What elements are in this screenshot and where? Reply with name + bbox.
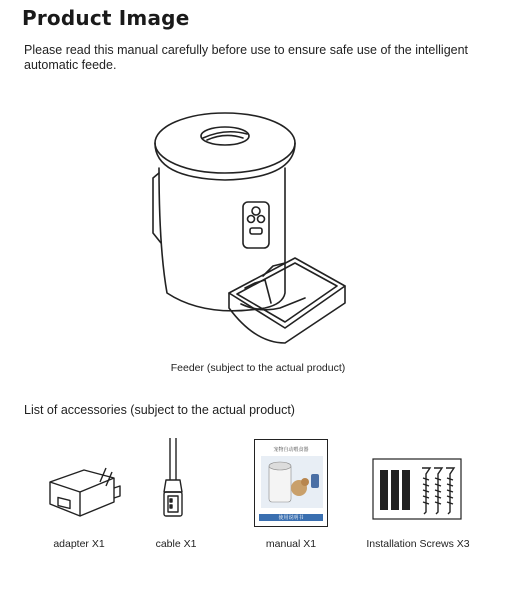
anchor-icon xyxy=(391,470,399,510)
manual-cover-title: 宠物自动喂食器 xyxy=(273,447,309,453)
intro-paragraph: Please read this manual carefully before use to ensure safe use of the intelligent automatic feede. xyxy=(24,43,469,72)
anchor-icon xyxy=(402,470,410,510)
page-title: Product Image xyxy=(22,6,190,30)
accessory-label-cable: cable X1 xyxy=(155,538,197,550)
manual-illustration xyxy=(254,439,328,527)
manual-cover-photo xyxy=(261,456,323,508)
screws-illustration xyxy=(372,458,462,520)
manual-cover-subtitle: 使用说明书 xyxy=(259,514,323,521)
accessory-label-adapter: adapter X1 xyxy=(53,538,105,550)
feeder-caption: Feeder (subject to the actual product) xyxy=(170,362,346,374)
anchor-icon xyxy=(380,470,388,510)
feeder-illustration xyxy=(145,108,365,358)
adapter-illustration xyxy=(44,460,124,520)
accessory-label-manual: manual X1 xyxy=(265,538,317,550)
cable-illustration xyxy=(152,436,196,522)
accessory-label-screws: Installation Screws X3 xyxy=(366,538,470,550)
accessories-heading: List of accessories (subject to the actual product) xyxy=(24,403,295,417)
